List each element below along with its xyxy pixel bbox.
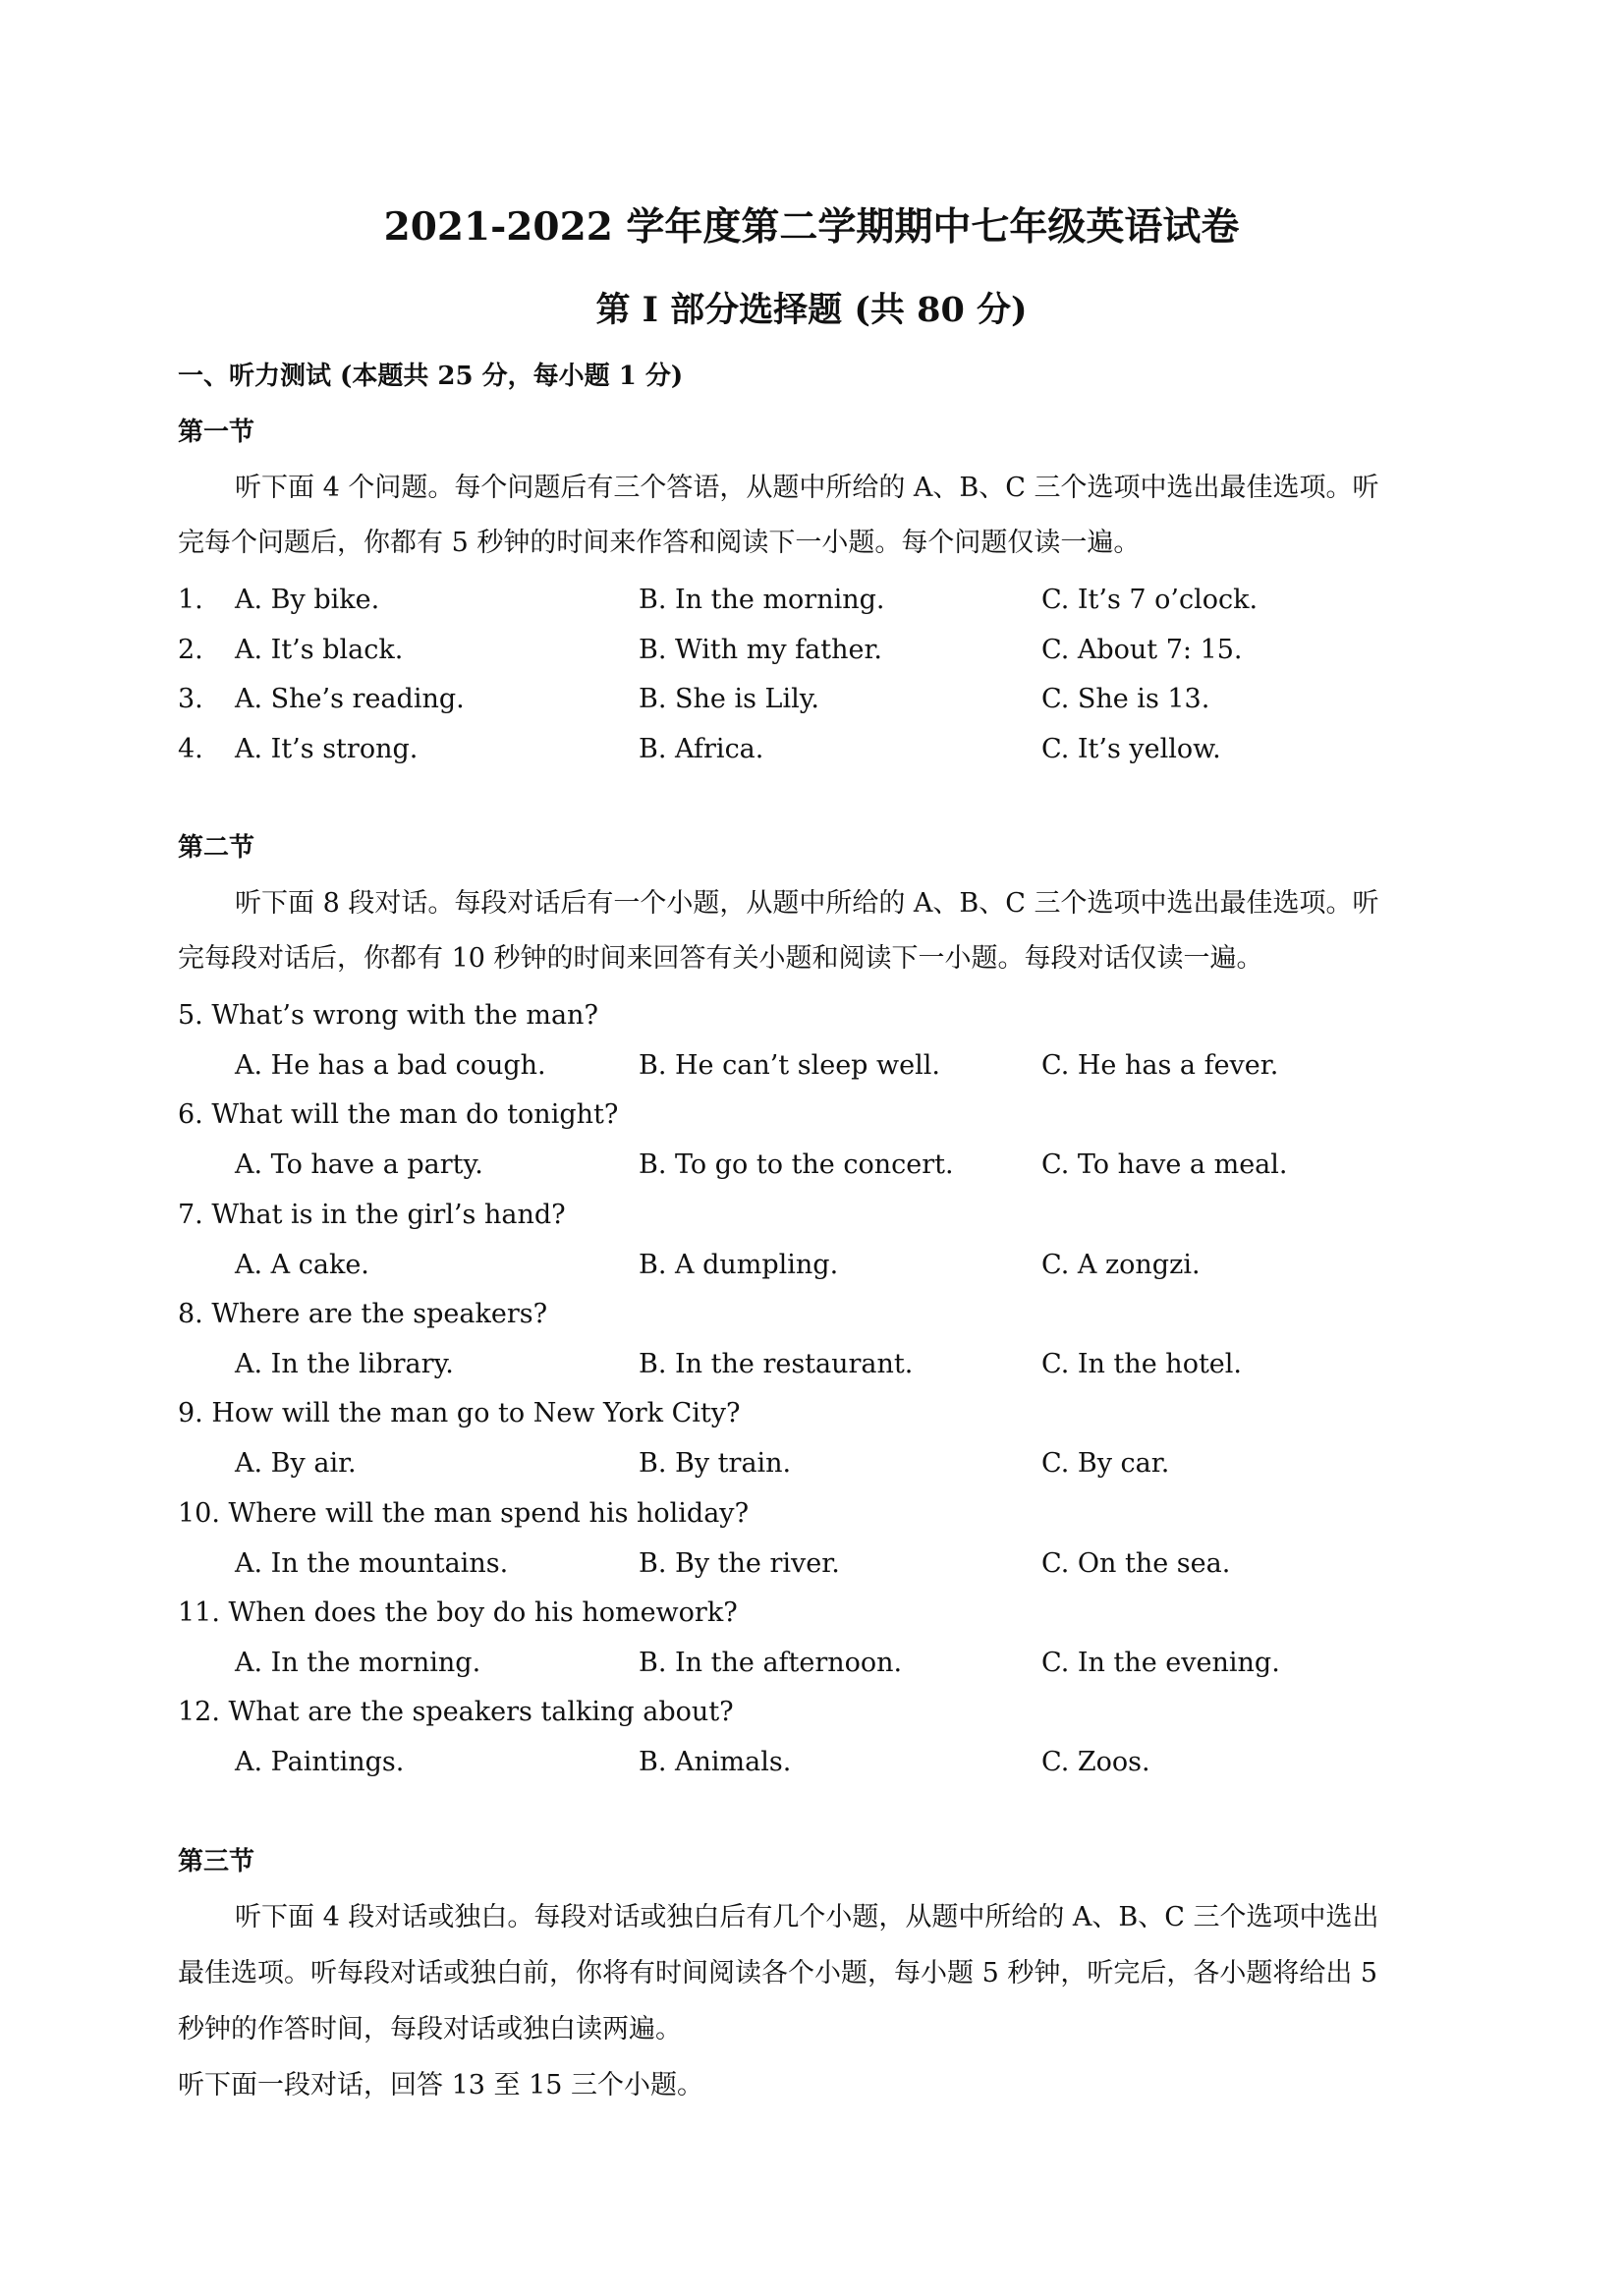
- option-b: B. By the river.: [639, 1548, 840, 1579]
- option-c: C. It’s 7 o’clock.: [1041, 585, 1259, 615]
- option-a: A. In the mountains.: [235, 1548, 509, 1579]
- option-c: C. Zoos.: [1041, 1747, 1150, 1777]
- section2-instructions-line1: 听下面 8 段对话。每段对话后有一个小题，从题中所给的 A、B、C 三个选项中选出最佳选项。听: [235, 888, 1379, 919]
- question-stem: 9. How will the man go to New York City?: [178, 1398, 741, 1428]
- question-number: 1.: [178, 585, 203, 615]
- option-a: A. It’s strong.: [235, 734, 419, 764]
- part-heading: 一、听力测试 (本题共 25 分，每小题 1 分): [178, 362, 684, 391]
- option-c: C. In the hotel.: [1041, 1349, 1242, 1379]
- option-c: C. It’s yellow.: [1041, 734, 1221, 764]
- option-b: B. In the morning.: [639, 585, 885, 615]
- option-c: C. She is 13.: [1041, 684, 1210, 714]
- section2-heading: 第二节: [178, 833, 255, 863]
- option-c: C. He has a fever.: [1041, 1050, 1279, 1081]
- section1-heading: 第一节: [178, 418, 255, 447]
- option-a: A. In the morning.: [235, 1648, 481, 1678]
- option-a: A. A cake.: [235, 1250, 369, 1280]
- option-b: B. With my father.: [639, 635, 883, 665]
- question-stem: 6. What will the man do tonight?: [178, 1099, 619, 1130]
- section3-instructions-line4: 听下面一段对话，回答 13 至 15 三个小题。: [178, 2070, 704, 2100]
- page-subtitle: 第 I 部分选择题 (共 80 分): [595, 290, 1028, 330]
- option-a: A. She’s reading.: [235, 684, 465, 714]
- question-number: 3.: [178, 684, 203, 714]
- question-stem: 12. What are the speakers talking about?: [178, 1697, 734, 1727]
- question-stem: 8. Where are the speakers?: [178, 1299, 548, 1329]
- section3-instructions-line2: 最佳选项。听每段对话或独白前，你将有时间阅读各个小题，每小题 5 秒钟，听完后，各小题将给出 5: [178, 1958, 1378, 1988]
- option-b: B. Animals.: [639, 1747, 792, 1777]
- option-a: A. In the library.: [235, 1349, 454, 1379]
- option-c: C. In the evening.: [1041, 1648, 1280, 1678]
- option-a: A. It’s black.: [235, 635, 404, 665]
- option-b: B. She is Lily.: [639, 684, 819, 714]
- option-b: B. In the restaurant.: [639, 1349, 914, 1379]
- option-c: C. A zongzi.: [1041, 1250, 1201, 1280]
- question-number: 2.: [178, 635, 203, 665]
- option-c: C. On the sea.: [1041, 1548, 1231, 1579]
- option-a: A. By air.: [235, 1448, 357, 1479]
- option-a: A. To have a party.: [235, 1149, 483, 1180]
- question-stem: 10. Where will the man spend his holiday?: [178, 1498, 750, 1529]
- option-a: A. By bike.: [235, 585, 380, 615]
- option-b: B. By train.: [639, 1448, 792, 1479]
- section1-instructions-line1: 听下面 4 个问题。每个问题后有三个答语，从题中所给的 A、B、C 三个选项中选出最佳选项。听: [235, 473, 1379, 503]
- option-a: A. Paintings.: [235, 1747, 405, 1777]
- option-b: B. In the afternoon.: [639, 1648, 903, 1678]
- option-c: C. By car.: [1041, 1448, 1170, 1479]
- section2-instructions-line2: 完每段对话后，你都有 10 秒钟的时间来回答有关小题和阅读下一小题。每段对话仅读一遍。: [178, 943, 1263, 974]
- question-number: 4.: [178, 734, 203, 764]
- page-title: 2021-2022 学年度第二学期期中七年级英语试卷: [383, 204, 1240, 250]
- question-stem: 7. What is in the girl’s hand?: [178, 1200, 566, 1230]
- question-stem: 11. When does the boy do his homework?: [178, 1597, 738, 1628]
- option-b: B. He can’t sleep well.: [639, 1050, 940, 1081]
- option-c: C. To have a meal.: [1041, 1149, 1288, 1180]
- option-b: B. Africa.: [639, 734, 764, 764]
- section1-instructions-line2: 完每个问题后，你都有 5 秒钟的时间来作答和阅读下一小题。每个问题仅读一遍。: [178, 528, 1141, 558]
- option-b: B. A dumpling.: [639, 1250, 839, 1280]
- question-stem: 5. What’s wrong with the man?: [178, 1000, 598, 1031]
- option-c: C. About 7: 15.: [1041, 635, 1243, 665]
- section3-instructions-line1: 听下面 4 段对话或独白。每段对话或独白后有几个小题，从题中所给的 A、B、C 三个选项中选出: [235, 1902, 1379, 1932]
- option-a: A. He has a bad cough.: [235, 1050, 546, 1081]
- section3-instructions-line3: 秒钟的作答时间，每段对话或独白读两遍。: [178, 2014, 682, 2044]
- option-b: B. To go to the concert.: [639, 1149, 954, 1180]
- section3-heading: 第三节: [178, 1847, 255, 1876]
